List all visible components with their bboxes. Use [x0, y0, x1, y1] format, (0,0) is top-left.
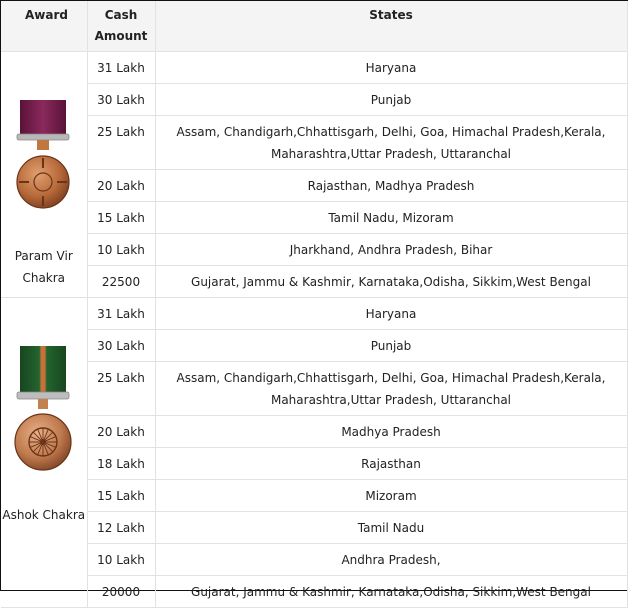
table-row: [1, 170, 627, 202]
states-cell: Assam, Chandigarh,Chhattisgarh, Delhi, Goa, Himachal Pradesh,Kerala, Maharashtra,Uttar Pradesh, Uttaranchal: [155, 116, 627, 170]
states-cell: Mizoram: [155, 480, 627, 512]
states-cell: Jharkhand, Andhra Pradesh, Bihar: [155, 234, 627, 266]
ashok-chakra-ribbon: [20, 346, 66, 394]
table-row: [1, 84, 627, 116]
table-row: [1, 52, 627, 84]
cash-amount-cell: 25 Lakh: [87, 362, 155, 416]
award-cash-table: [1, 1, 628, 608]
states-cell: Gujarat, Jammu & Kashmir, Karnataka,Odisha, Sikkim,West Bengal: [155, 576, 627, 608]
cash-amount-cell: 20 Lakh: [87, 170, 155, 202]
states-cell: Tamil Nadu, Mizoram: [155, 202, 627, 234]
cash-amount-cell: 10 Lakh: [87, 234, 155, 266]
states-cell: Rajasthan: [155, 448, 627, 480]
cash-amount-cell: 15 Lakh: [87, 202, 155, 234]
table-row: [1, 116, 627, 170]
cash-amount-cell: 30 Lakh: [87, 330, 155, 362]
table-row: [1, 202, 627, 234]
table-row: [1, 544, 627, 576]
award-name-ashok-chakra: Ashok Chakra: [2, 508, 86, 522]
ashok-chakra-medal-icon: [13, 344, 73, 484]
cash-amount-cell: 20000: [87, 576, 155, 608]
states-cell: Haryana: [155, 298, 627, 330]
states-cell: Punjab: [155, 84, 627, 116]
states-cell: Assam, Chandigarh,Chhattisgarh, Delhi, Goa, Himachal Pradesh,Kerala, Maharashtra,Uttar Pradesh, Uttaranchal: [155, 362, 627, 416]
cash-amount-cell: 25 Lakh: [87, 116, 155, 170]
param-vir-chakra-ribbon: [20, 100, 66, 136]
award-cell-param-vir-chakra: [1, 52, 87, 298]
table-row: [1, 362, 627, 416]
award-cell-ashok-chakra: [1, 298, 87, 608]
table-row: [1, 512, 627, 544]
cash-amount-cell: 10 Lakh: [87, 544, 155, 576]
table-row: [1, 480, 627, 512]
states-cell: Punjab: [155, 330, 627, 362]
header-row: [1, 1, 627, 52]
cash-amount-cell: 18 Lakh: [87, 448, 155, 480]
states-cell: Andhra Pradesh,: [155, 544, 627, 576]
states-cell: Tamil Nadu: [155, 512, 627, 544]
cash-amount-cell: 12 Lakh: [87, 512, 155, 544]
table-row: [1, 330, 627, 362]
header-cash-amount: Cash Amount: [87, 1, 155, 52]
award-name-param-vir-chakra: Param Vir Chakra: [14, 249, 73, 285]
cash-amount-cell: 30 Lakh: [87, 84, 155, 116]
cash-amount-cell: 15 Lakh: [87, 480, 155, 512]
states-cell: Haryana: [155, 52, 627, 84]
table-row: [1, 298, 627, 330]
cash-amount-cell: 22500: [87, 266, 155, 298]
header-award: Award: [1, 1, 87, 52]
states-cell: Rajasthan, Madhya Pradesh: [155, 170, 627, 202]
header-states: States: [155, 1, 627, 52]
param-vir-chakra-medal-icon: [13, 98, 73, 216]
table-row: [1, 448, 627, 480]
cash-amount-cell: 31 Lakh: [87, 52, 155, 84]
table-row: [1, 266, 627, 298]
cash-amount-cell: 31 Lakh: [87, 298, 155, 330]
table-row: [1, 234, 627, 266]
cash-amount-cell: 20 Lakh: [87, 416, 155, 448]
states-cell: Gujarat, Jammu & Kashmir, Karnataka,Odisha, Sikkim,West Bengal: [155, 266, 627, 298]
table-row: [1, 416, 627, 448]
table-row: [1, 576, 627, 608]
states-cell: Madhya Pradesh: [155, 416, 627, 448]
